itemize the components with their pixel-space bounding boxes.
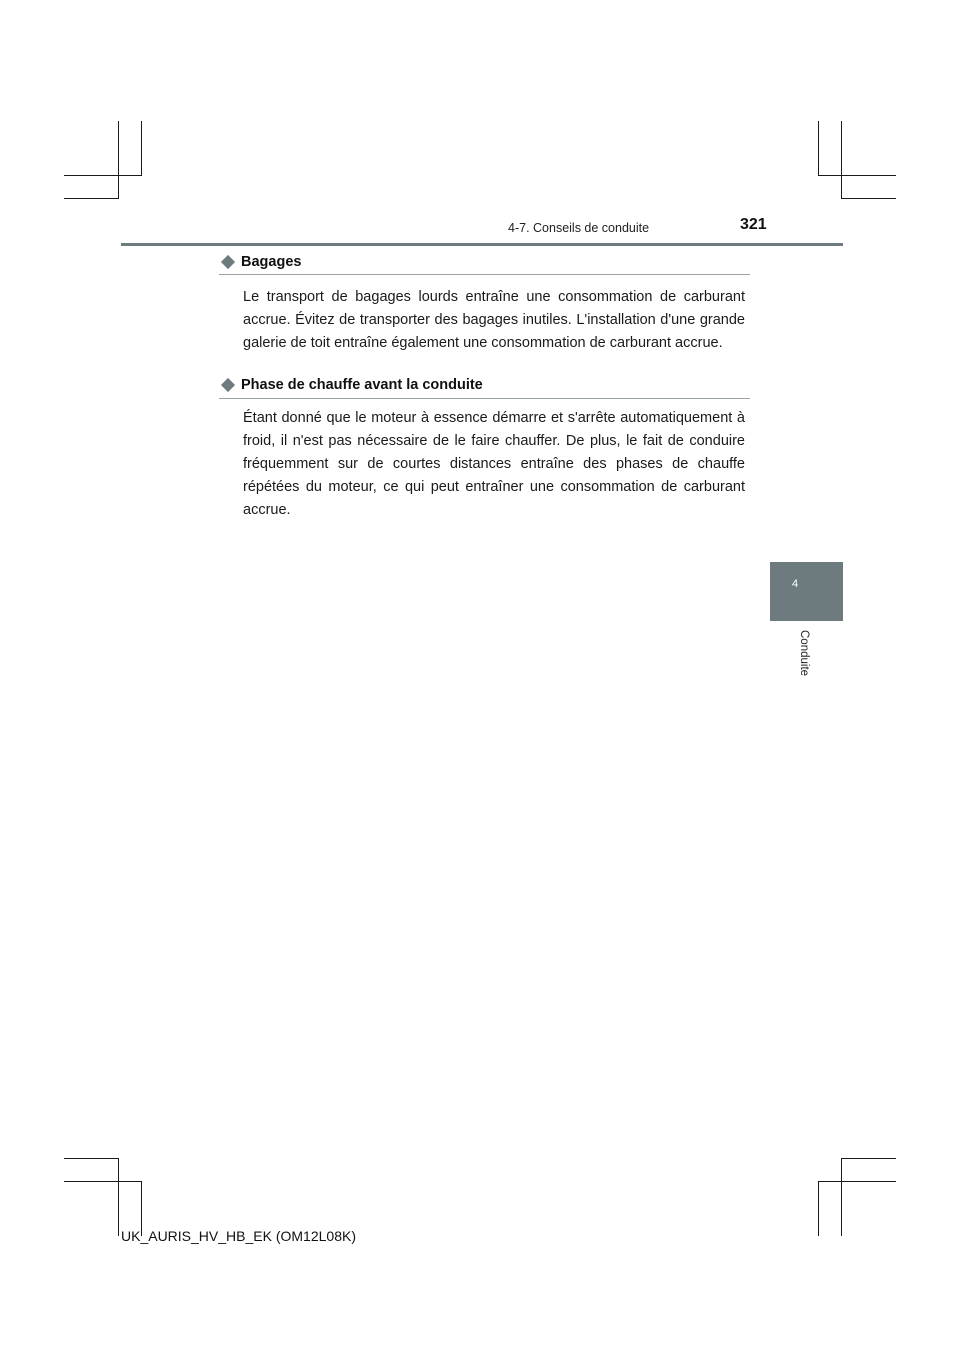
- page-number: 321: [740, 216, 767, 233]
- header-rule: [121, 243, 843, 246]
- section-body: Étant donné que le moteur à essence démarre et s'arrête automatiquement à froid, il n'est pas nécessaire de le faire chauffer. De plus, le fait de conduire fréquemment sur de courtes distances entraîne des phases de chauffe répétées du moteur, ce qui peut entraîner une consommation de carburant accrue.: [243, 410, 745, 518]
- crop-mark: [64, 175, 142, 176]
- section-rule: [219, 398, 750, 399]
- section-body: Le transport de bagages lourds entraîne une consommation de carburant accrue. Évitez de transporter des bagages inutiles. L'installation d'une grande galerie de toit entraîne également une consommation de carburant accrue.: [243, 289, 745, 351]
- section-heading-text: Phase de chauffe avant la conduite: [241, 377, 483, 393]
- section-rule: [219, 274, 750, 275]
- diamond-bullet-icon: [221, 255, 235, 269]
- diamond-bullet-icon: [221, 378, 235, 392]
- crop-mark: [141, 121, 142, 176]
- document-code: UK_AURIS_HV_HB_EK (OM12L08K): [121, 1228, 356, 1244]
- crop-mark: [818, 1181, 896, 1182]
- crop-mark: [118, 1158, 119, 1236]
- crop-mark: [64, 1158, 119, 1159]
- crop-mark: [841, 1158, 842, 1236]
- crop-mark: [64, 1181, 142, 1182]
- running-header-title: 4-7. Conseils de conduite: [508, 221, 650, 235]
- crop-mark: [118, 121, 119, 199]
- crop-mark: [64, 198, 119, 199]
- section-heading-bagages: [219, 254, 301, 270]
- crop-mark: [818, 121, 819, 176]
- crop-mark: [841, 121, 842, 199]
- chapter-tab: [770, 562, 843, 621]
- section-heading-text: Bagages: [241, 254, 302, 270]
- crop-mark: [818, 175, 896, 176]
- crop-mark: [841, 1158, 896, 1159]
- chapter-label: Conduite: [798, 630, 810, 677]
- chapter-number: 4: [792, 578, 799, 590]
- crop-mark: [841, 198, 896, 199]
- crop-mark: [818, 1181, 819, 1236]
- section-heading-phase-de-chauffe: [219, 377, 483, 393]
